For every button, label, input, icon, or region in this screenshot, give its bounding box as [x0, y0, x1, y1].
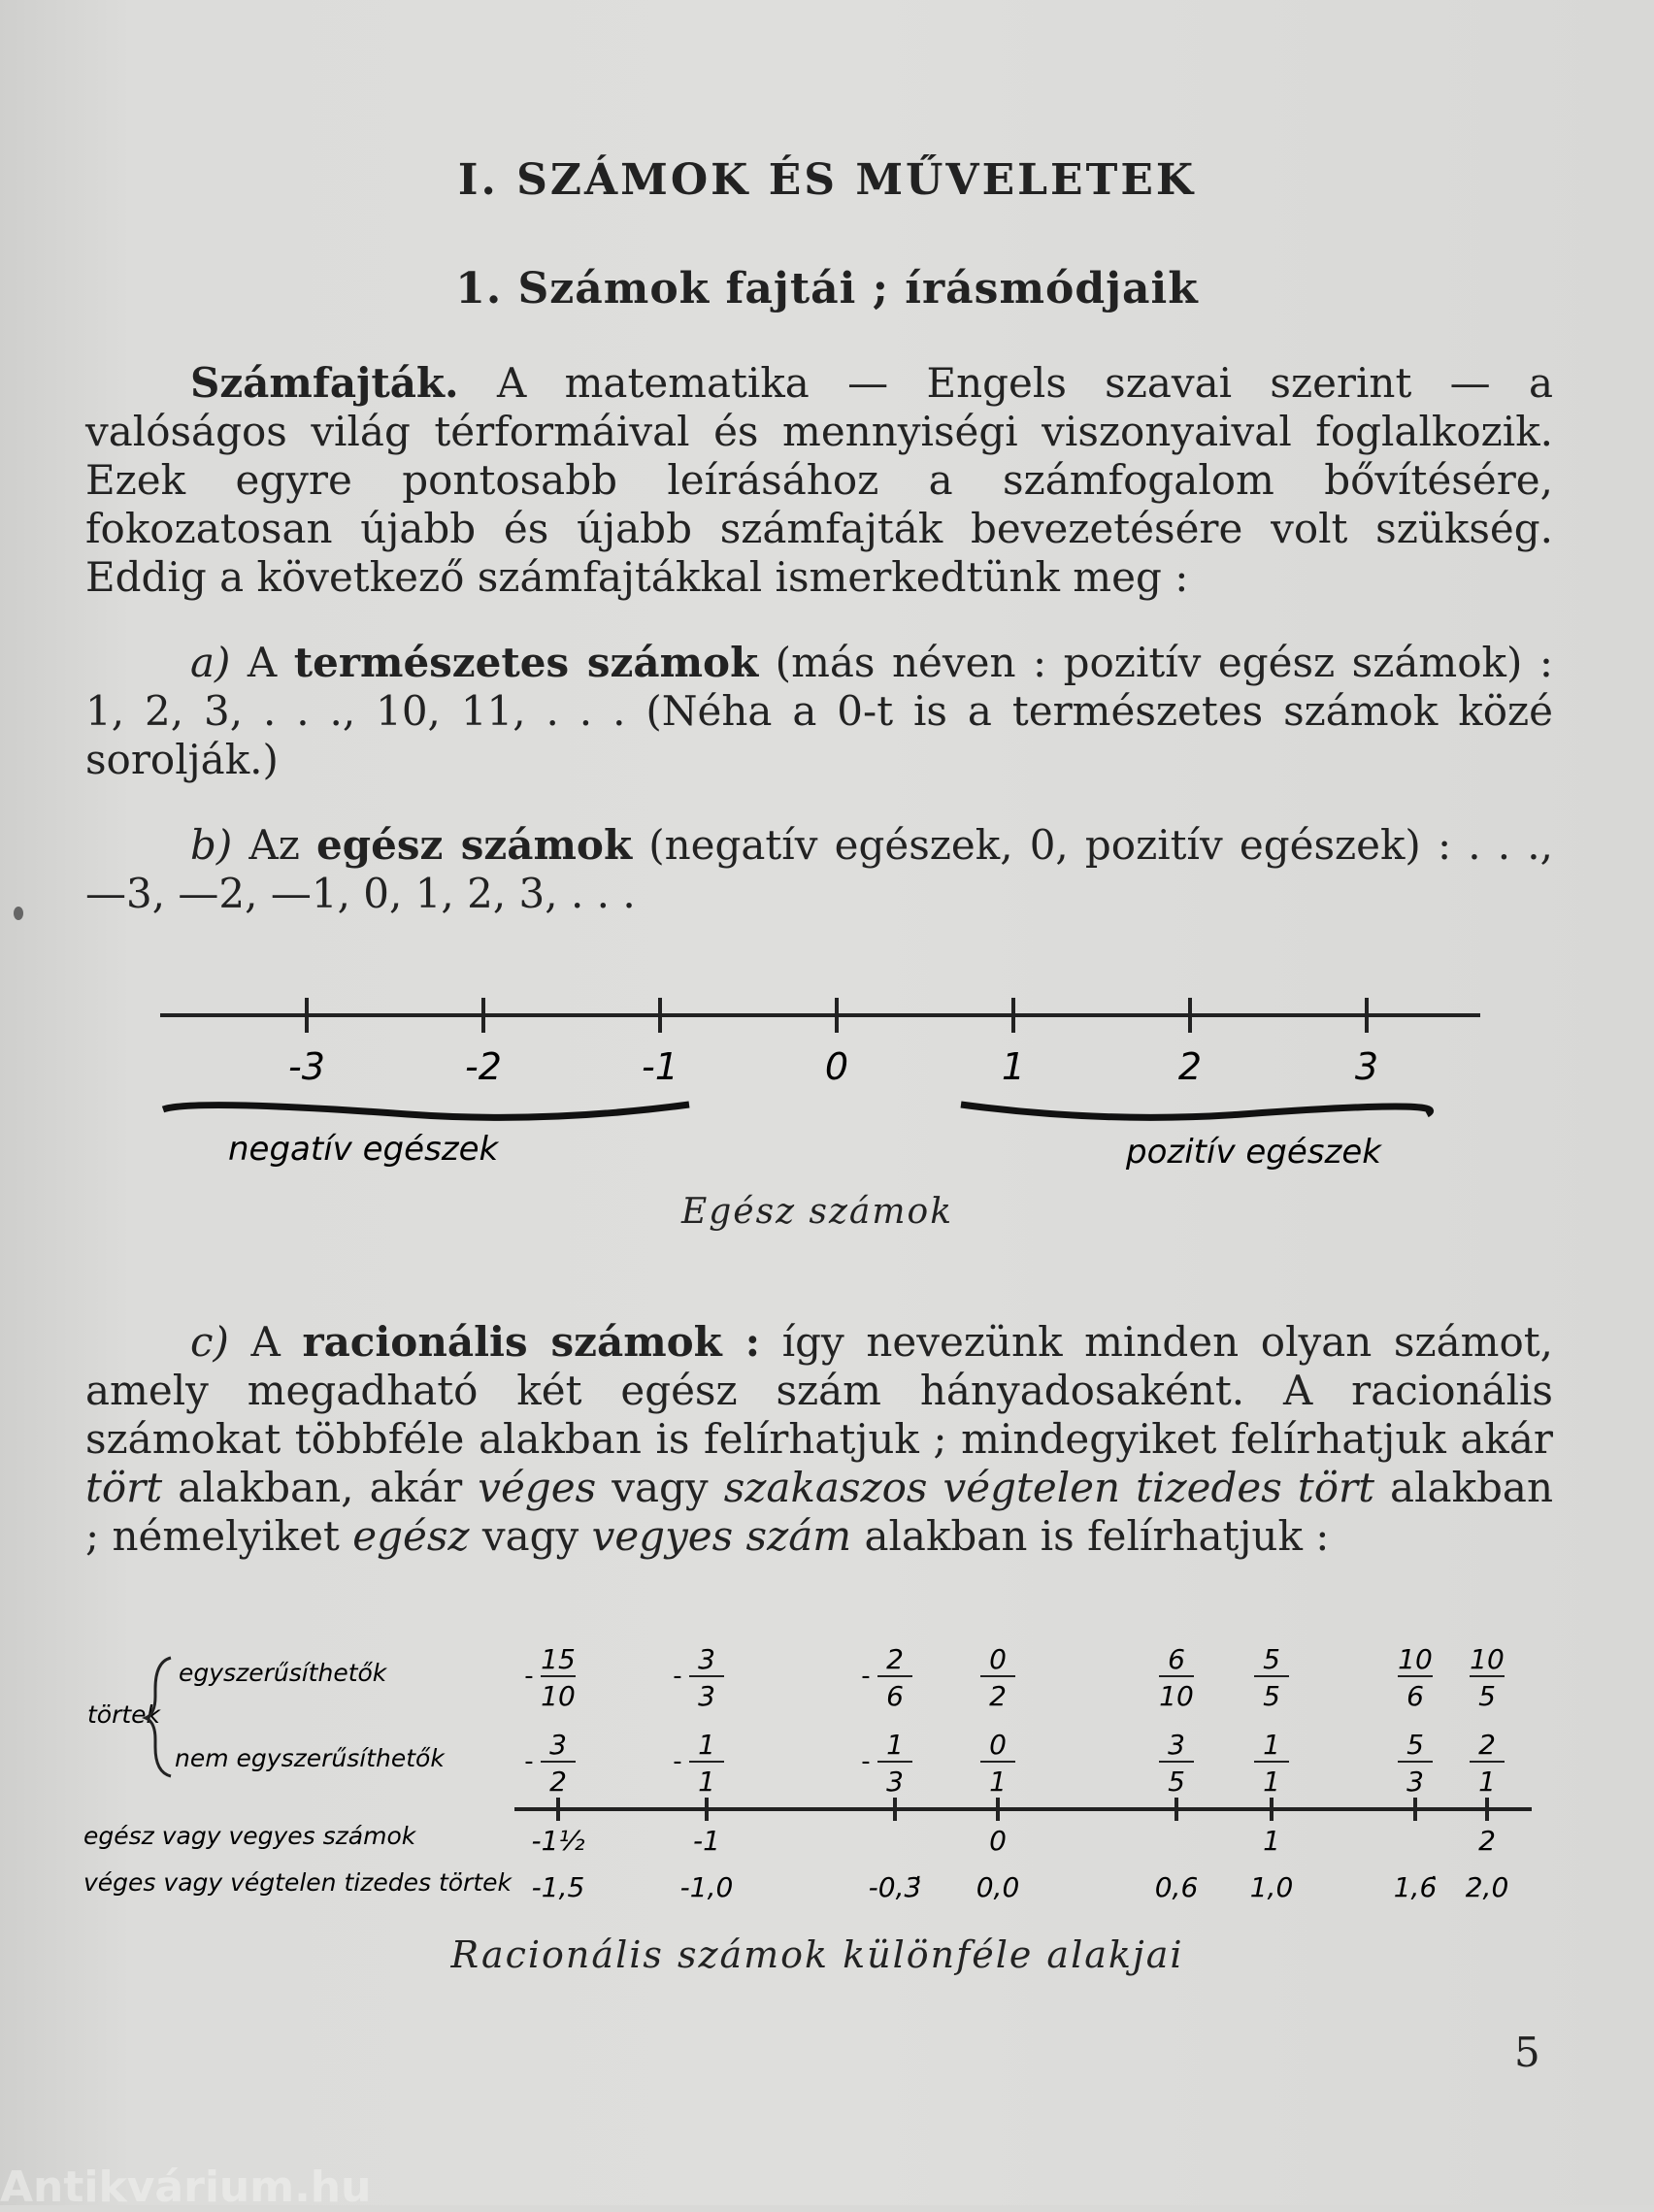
rational-caption: Racionális számok különféle alakjai: [450, 1933, 1184, 1976]
simplifiable-fraction-denominator: 10: [1159, 1680, 1194, 1712]
row-label-decimal: véges vagy végtelen tizedes törtek: [83, 1868, 512, 1897]
non-simplifiable-fraction-denominator: 1: [698, 1766, 715, 1798]
watermark: Antikvárium.hu: [0, 2162, 372, 2212]
simplifiable-fraction-numerator: 3: [698, 1643, 715, 1675]
simplifiable-fraction-numerator: 15: [541, 1643, 576, 1675]
paragraph-b-pre: Az: [232, 821, 317, 869]
simplifiable-fraction-numerator: 0: [989, 1643, 1007, 1675]
intro-lead: Számfajták.: [190, 359, 459, 407]
integer-tick-label: 0: [824, 1045, 849, 1088]
simplifiable-fraction-numerator: 10: [1398, 1643, 1433, 1675]
non-simplifiable-fraction-denominator: 1: [989, 1766, 1007, 1798]
non-simplifiable-fraction-denominator: 2: [549, 1766, 567, 1798]
integer-tick-label: 3: [1354, 1045, 1379, 1088]
integer-tick-label: -2: [465, 1045, 502, 1088]
row-label-not-simplifiable: nem egyszerűsíthetők: [175, 1744, 445, 1772]
integer-tick-label: 2: [1177, 1045, 1203, 1088]
rational-points: [524, 1643, 1508, 1903]
paragraph-c-t3: vagy: [596, 1464, 724, 1511]
integer-mixed-label: -1½: [531, 1825, 585, 1857]
intro-text: A matematika — Engels szavai szerint — a valóságos világ térformáival és mennyiségi viszonyaival foglalkozik. Ezek egyre pontosabb leírásához a számfogalom bővítésére, fokozatosan újabb és újabb számfajták bevezetésére volt szükség. Eddig a következő számfajtákkal ismerkedtünk meg :: [85, 359, 1553, 601]
non-simplifiable-fraction-numerator: 1: [1263, 1729, 1280, 1761]
paragraph-b-text: (negatív egészek, 0, pozitív egészek) : . . ., —3, —2, —1, 0, 1, 2, 3, . . .: [85, 821, 1553, 917]
non-simplifiable-fraction-numerator: 1: [698, 1729, 715, 1761]
simplifiable-fraction-denominator: 5: [1478, 1680, 1496, 1712]
integer-tick-label: -3: [288, 1045, 325, 1088]
paragraph-c-term: racionális számok :: [302, 1318, 761, 1366]
paragraph-c-t5: vagy: [469, 1512, 592, 1560]
paragraph-c-i2: véges: [478, 1464, 597, 1511]
decimal-label: 1,0: [1249, 1871, 1294, 1903]
paragraph-a-label: a): [190, 639, 231, 686]
chapter-title: I. SZÁMOK ÉS MŰVELETEK: [457, 155, 1197, 205]
non-simplifiable-fraction-numerator: 0: [989, 1729, 1007, 1761]
integer-tick-label: -1: [642, 1045, 678, 1088]
paragraph-c-i5: vegyes szám: [591, 1512, 852, 1560]
non-simplifiable-fraction-numerator: 2: [1478, 1729, 1496, 1761]
simplifiable-fraction-denominator: 5: [1263, 1680, 1280, 1712]
decimal-label: -1,0: [679, 1871, 734, 1903]
paragraph-c-t6: alakban is felírhatjuk :: [851, 1512, 1330, 1560]
row-label-integer-mixed: egész vagy vegyes számok: [83, 1822, 416, 1850]
simplifiable-fraction-sign: -: [861, 1662, 871, 1691]
paragraph-c-i1: tört: [85, 1464, 163, 1511]
decimal-label: 0,6: [1154, 1871, 1199, 1903]
negative-integers-label: negatív egészek: [228, 1130, 499, 1169]
non-simplifiable-fraction-denominator: 1: [1263, 1766, 1280, 1798]
paragraph-c-i3: szakaszos végtelen tizedes tört: [723, 1464, 1374, 1511]
non-simplifiable-fraction-numerator: 3: [1168, 1729, 1185, 1761]
non-simplifiable-fraction-denominator: 3: [1406, 1766, 1424, 1798]
simplifiable-fraction-numerator: 10: [1470, 1643, 1505, 1675]
paragraph-b-label: b): [190, 821, 233, 869]
simplifiable-fraction-denominator: 2: [989, 1680, 1007, 1712]
integer-tick-label: 1: [1001, 1045, 1026, 1088]
integer-caption: Egész számok: [680, 1192, 954, 1232]
paragraph-c-pre: A: [228, 1318, 303, 1366]
non-simplifiable-fraction-denominator: 1: [1478, 1766, 1496, 1798]
integer-mixed-label: -1: [693, 1825, 720, 1857]
integer-mixed-label: 2: [1478, 1825, 1496, 1857]
paragraph-c-t1: így nevezünk minden olyan számot, amely megadható két egész szám hányadosaként. A racionális számokat többféle alakban is felírhatjuk ; mindegyiket felírhatjuk akár: [85, 1318, 1553, 1463]
integer-mixed-label: 0: [989, 1825, 1007, 1857]
decimal-label: -0,3̇: [868, 1871, 922, 1903]
simplifiable-fraction-numerator: 5: [1263, 1643, 1280, 1675]
non-simplifiable-fraction-numerator: 5: [1406, 1729, 1424, 1761]
simplifiable-fraction-denominator: 10: [541, 1680, 576, 1712]
simplifiable-fraction-sign: -: [673, 1662, 682, 1691]
simplifiable-fraction-denominator: 3: [698, 1680, 715, 1712]
non-simplifiable-fraction-denominator: 5: [1168, 1766, 1185, 1798]
non-simplifiable-fraction-sign: -: [524, 1747, 534, 1776]
simplifiable-fraction-numerator: 2: [886, 1643, 904, 1675]
simplifiable-fraction-denominator: 6: [886, 1680, 904, 1712]
non-simplifiable-fraction-sign: -: [673, 1747, 682, 1776]
positive-integers-label: pozitív egészek: [1126, 1133, 1381, 1172]
paragraph-c-label: c): [190, 1318, 229, 1366]
paragraph-a-term: természetes számok: [293, 639, 759, 686]
section-title: 1. Számok fajtái ; írásmódjaik: [455, 264, 1199, 314]
decimal-label: -1,5: [531, 1871, 585, 1903]
decimal-label: 0,0: [976, 1871, 1020, 1903]
row-label-simplifiable: egyszerűsíthetők: [179, 1659, 387, 1687]
non-simplifiable-fraction-numerator: 3: [549, 1729, 567, 1761]
paragraph-c-t2: alakban, akár: [162, 1464, 479, 1511]
decimal-label: 2,0: [1465, 1871, 1509, 1903]
paragraph-a-pre: A: [230, 639, 294, 686]
decimal-label: 1,6̇: [1393, 1871, 1438, 1903]
non-simplifiable-fraction-denominator: 3: [886, 1766, 904, 1798]
row-label-fractions: törtek: [87, 1700, 161, 1729]
integer-mixed-label: 1: [1263, 1825, 1280, 1857]
paragraph-c-t4: alakban ; némelyiket: [85, 1464, 1553, 1560]
simplifiable-fraction-denominator: 6: [1406, 1680, 1424, 1712]
paragraph-c-i4: egész: [352, 1512, 470, 1560]
non-simplifiable-fraction-sign: -: [861, 1747, 871, 1776]
paragraph-a-text: (más néven : pozitív egész számok) : 1, 2, 3, . . ., 10, 11, . . . (Néha a 0-t is a természetes számok közé sorolják.): [85, 639, 1553, 783]
non-simplifiable-fraction-numerator: 1: [886, 1729, 904, 1761]
simplifiable-fraction-numerator: 6: [1168, 1643, 1185, 1675]
paragraph-b-term: egész számok: [316, 821, 633, 869]
page-number: 5: [1514, 2029, 1540, 2076]
simplifiable-fraction-sign: -: [524, 1662, 534, 1691]
